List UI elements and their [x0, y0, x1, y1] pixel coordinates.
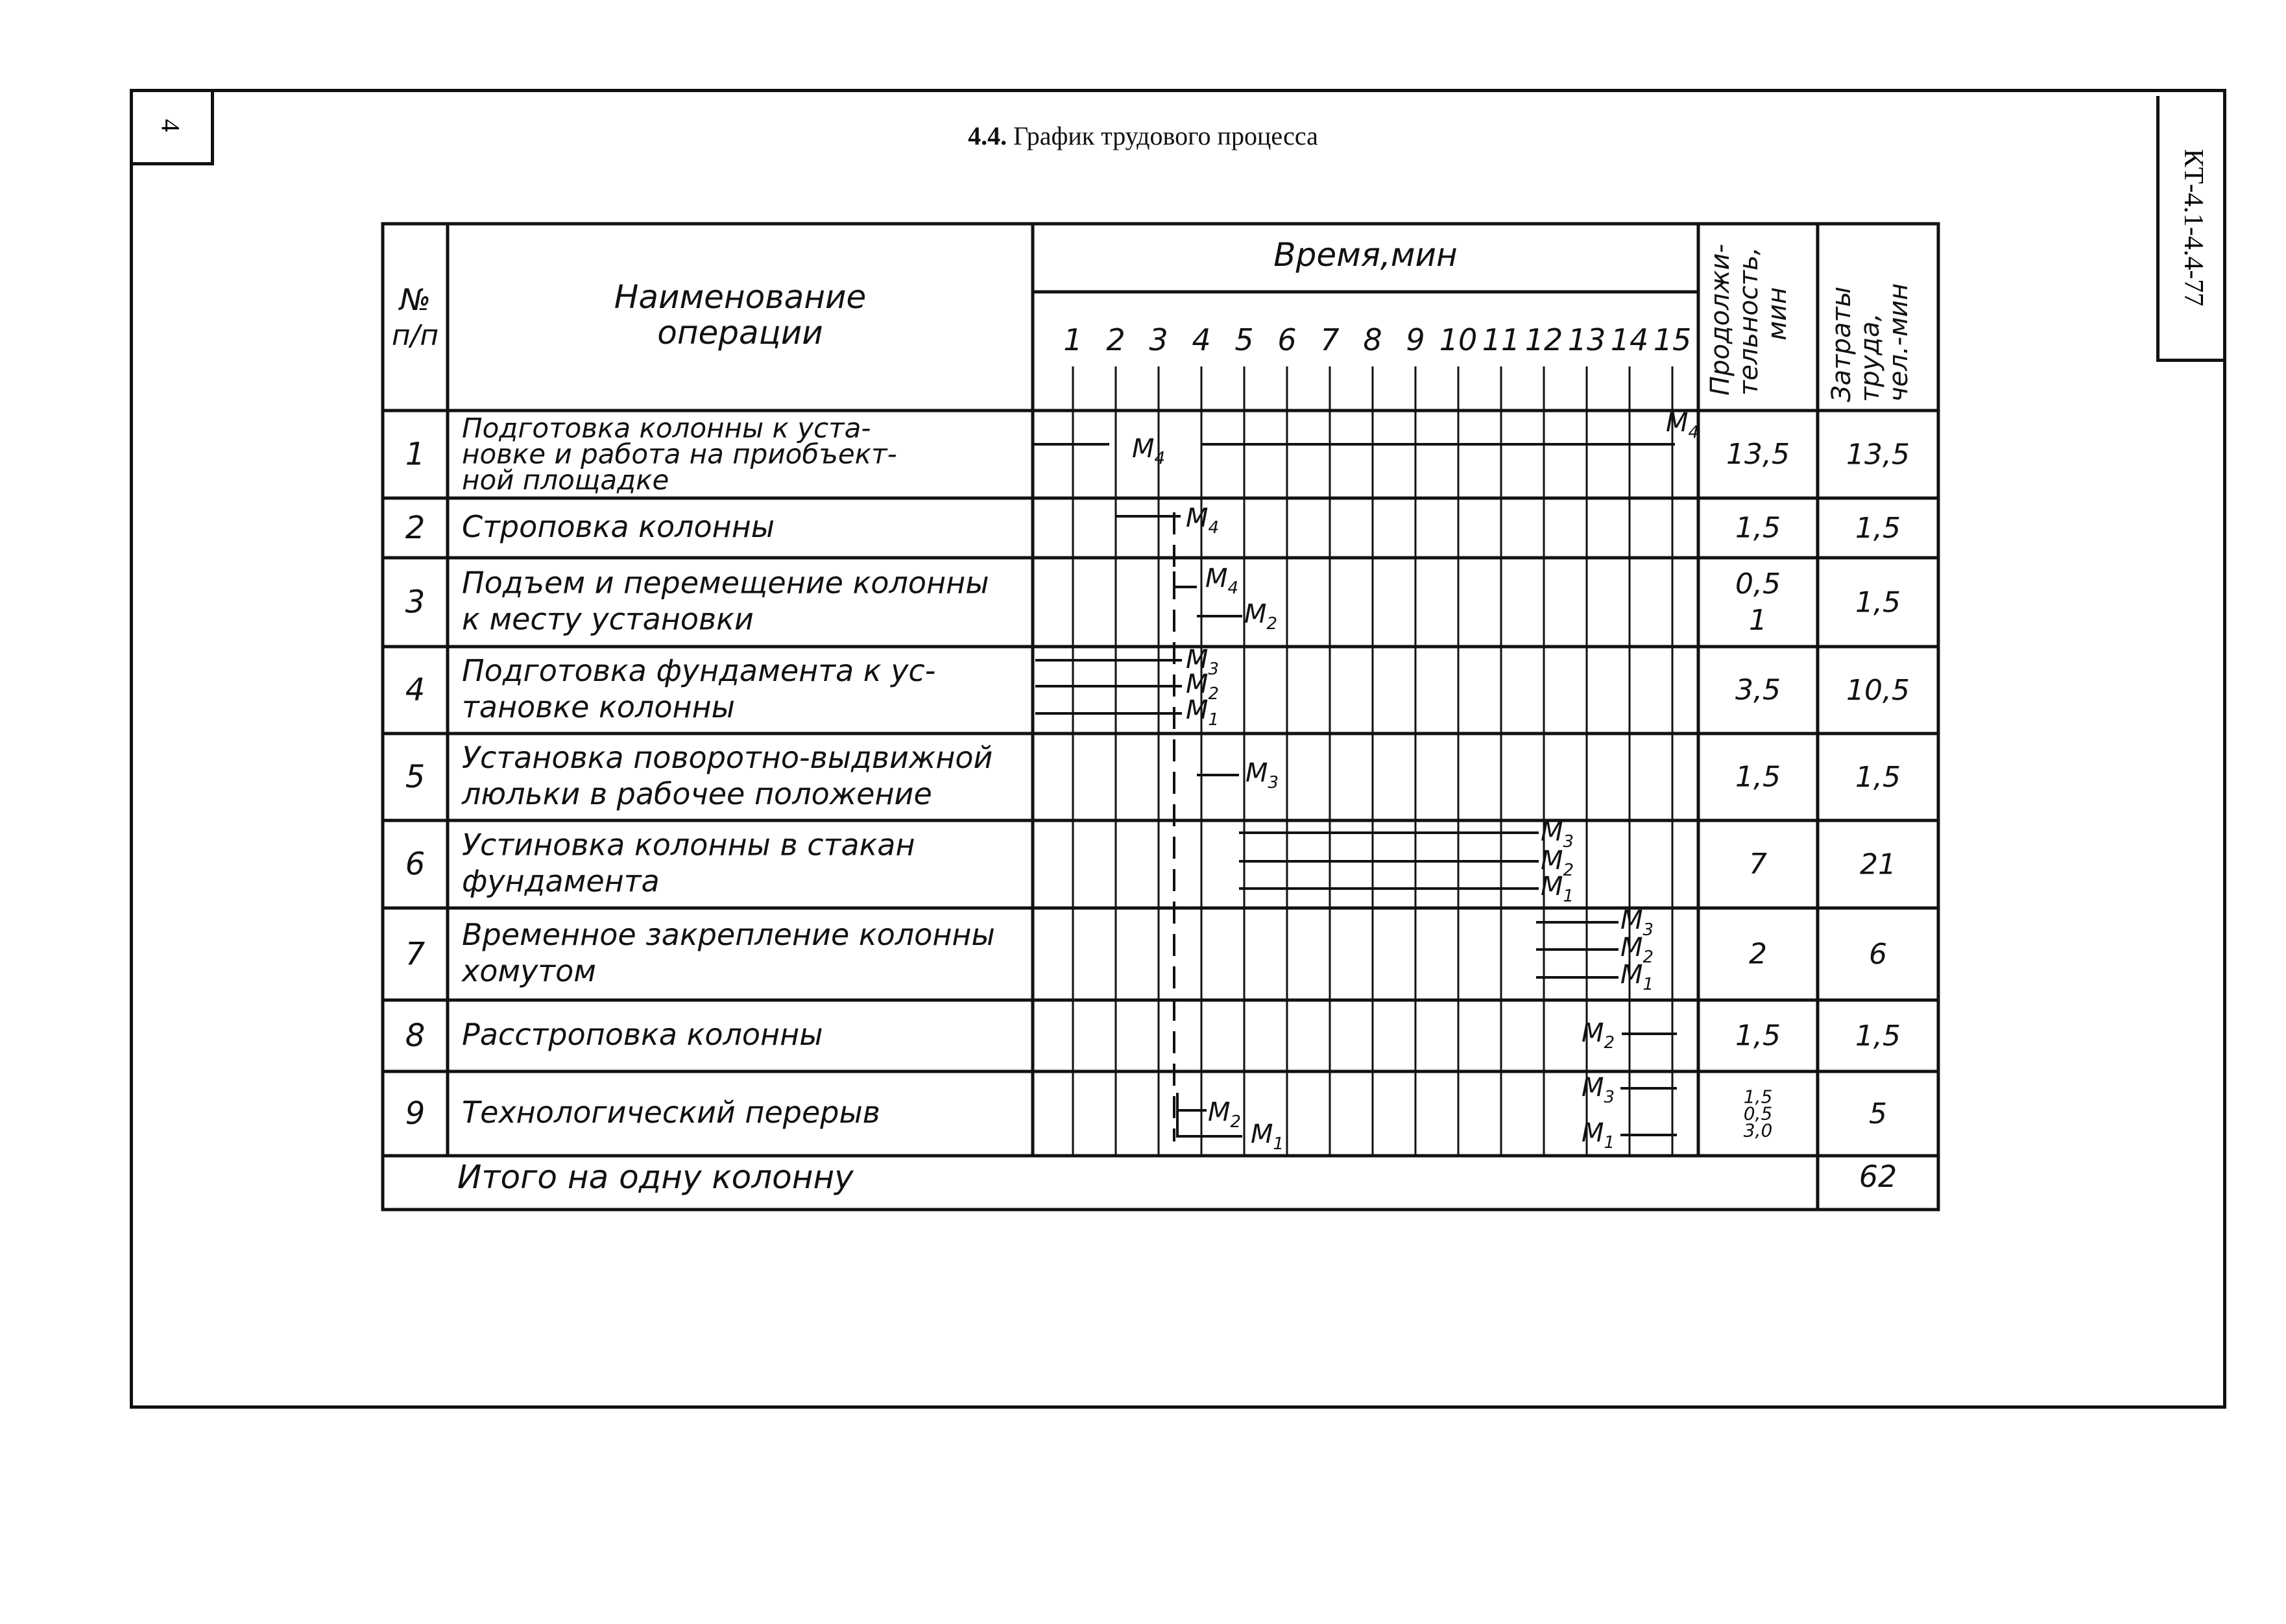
- minute-label: 2: [1106, 322, 1125, 357]
- labor-value: 13,5: [1846, 438, 1910, 472]
- header-name-line2: операции: [657, 314, 823, 352]
- duration-value: 1: [1749, 604, 1767, 638]
- labor-value: 6: [1869, 938, 1887, 971]
- row-number: 2: [405, 510, 426, 546]
- worker-label-m4: $M_4$: [1666, 408, 1700, 442]
- labor-value: 1,5: [1855, 761, 1901, 794]
- row-number: 8: [405, 1018, 426, 1054]
- worker-label-m2: $M_2$: [1186, 669, 1220, 704]
- operation-name: Подготовка фундамента к ус-: [462, 653, 936, 688]
- header-labor-line3: чел.-мин: [1884, 283, 1914, 402]
- operation-name: Расстроповка колонны: [462, 1017, 823, 1052]
- header-labor-line1: Затраты: [1827, 286, 1857, 402]
- operation-name: фундамента: [462, 863, 660, 899]
- worker-label-m2: $M_2$: [1208, 1097, 1242, 1132]
- operation-name: к месту установки: [462, 601, 754, 637]
- labor-value: 5: [1869, 1097, 1887, 1130]
- worker-label-m1: $M_1$: [1251, 1119, 1284, 1154]
- header-num-line2: п/п: [391, 319, 439, 352]
- minute-label: 6: [1277, 322, 1297, 357]
- row-number: 3: [405, 584, 426, 621]
- worker-label-m2: $M_2$: [1541, 846, 1574, 880]
- header-time: Время,мин: [1273, 236, 1458, 274]
- labor-value: 1,5: [1855, 512, 1901, 545]
- header-num-line1: №: [400, 282, 431, 317]
- labor-value: 21: [1860, 848, 1896, 881]
- duration-value: 0,5: [1735, 567, 1781, 601]
- operation-name: люльки в рабочее положение: [462, 776, 932, 811]
- worker-label-m3: $M_3$: [1245, 758, 1279, 793]
- duration-value: 0,5: [1743, 1103, 1773, 1125]
- row-number: 6: [405, 846, 426, 883]
- row-number: 5: [405, 759, 426, 795]
- operation-name: ной площадке: [462, 464, 669, 496]
- minute-label: 10: [1439, 322, 1478, 357]
- header-labor-line2: труда,: [1855, 313, 1885, 402]
- duration-value: 1,5: [1735, 760, 1781, 794]
- minute-label: 12: [1524, 322, 1563, 357]
- header-labor: [1827, 283, 1914, 402]
- duration-value: 3,5: [1735, 673, 1781, 707]
- minute-label: 5: [1234, 322, 1254, 357]
- labor-value: 1,5: [1855, 1020, 1901, 1053]
- duration-value: 2: [1749, 937, 1767, 971]
- operation-name: Установка поворотно-выдвижной: [462, 740, 993, 775]
- minute-labels: [1063, 322, 1691, 357]
- row-number: 1: [405, 436, 426, 473]
- worker-label-m3: $M_3$: [1582, 1073, 1615, 1107]
- row-number: 4: [405, 672, 426, 708]
- header-name-line1: Наименование: [614, 278, 867, 316]
- row-number: 7: [405, 936, 426, 972]
- labor-value: 10,5: [1846, 674, 1910, 707]
- worker-label-m1: $M_1$: [1620, 960, 1654, 994]
- worker-label-m1: $M_1$: [1186, 695, 1220, 730]
- operation-name: хомутом: [462, 953, 596, 988]
- worker-label-m4: $M_4$: [1186, 503, 1220, 538]
- worker-label-m1: $M_1$: [1541, 872, 1574, 906]
- page-number: 4: [156, 119, 185, 132]
- duration-value: 13,5: [1726, 438, 1790, 472]
- operation-name: Строповка колонны: [462, 509, 775, 544]
- bar-r3-a: [1174, 571, 1197, 587]
- duration-value: 1,5: [1735, 1019, 1781, 1053]
- minute-label: 7: [1320, 322, 1340, 357]
- minute-label: 15: [1653, 322, 1692, 357]
- worker-label-m2: $M_2$: [1582, 1018, 1615, 1053]
- minute-label: 14: [1610, 322, 1649, 357]
- duration-value: 1,5: [1743, 1086, 1773, 1108]
- worker-label-m3: $M_3$: [1620, 905, 1654, 940]
- duration-value: 1,5: [1735, 511, 1781, 545]
- header-duration-line2: тельность,: [1734, 246, 1764, 396]
- minute-label: 8: [1363, 322, 1382, 357]
- minute-label: 13: [1567, 322, 1606, 357]
- section-title-text: График трудового процесса: [1013, 121, 1318, 150]
- minute-label: 3: [1149, 322, 1168, 357]
- operation-name: Временное закрепление колонны: [462, 917, 995, 952]
- section-number: 4.4.: [968, 121, 1007, 150]
- schedule-bars: [1033, 444, 1677, 1136]
- minute-label: 11: [1482, 322, 1521, 357]
- operation-name: тановке колонны: [462, 689, 735, 724]
- worker-label-m2: $M_2$: [1244, 599, 1278, 634]
- duration-value: 3,0: [1743, 1119, 1773, 1141]
- operation-name: новке и работа на приобъект-: [462, 438, 897, 470]
- worker-label-m3: $M_3$: [1541, 817, 1574, 852]
- duration-value: 7: [1749, 848, 1767, 881]
- worker-label-m1: $M_1$: [1582, 1118, 1615, 1152]
- operation-name: Технологический перерыв: [462, 1095, 880, 1130]
- operation-name: Устиновка колонны в стакан: [462, 827, 915, 863]
- header-duration-line3: мин: [1763, 287, 1792, 340]
- total-labor: 62: [1859, 1159, 1897, 1194]
- row-number: 9: [405, 1095, 426, 1132]
- minute-label: 1: [1063, 322, 1083, 357]
- operation-name: Подъем и перемещение колонны: [462, 565, 989, 601]
- worker-label-m4: $M_4$: [1132, 434, 1166, 468]
- document-code: КТ-4.1-4.4-77: [2178, 149, 2208, 306]
- labor-value: 1,5: [1855, 586, 1901, 619]
- total-label: Итого на одну колонну: [457, 1158, 854, 1196]
- operation-name: Подготовка колонны к уста-: [462, 412, 871, 444]
- worker-label-m3: $M_3$: [1186, 645, 1220, 679]
- minute-label: 4: [1192, 322, 1211, 357]
- worker-label-m2: $M_2$: [1620, 933, 1654, 967]
- header-duration: [1705, 244, 1792, 396]
- worker-label-m4: $M_4$: [1205, 564, 1239, 598]
- header-duration-line1: Продолжи-: [1705, 243, 1735, 396]
- minute-label: 9: [1406, 322, 1425, 357]
- table-rows: [405, 412, 1910, 1141]
